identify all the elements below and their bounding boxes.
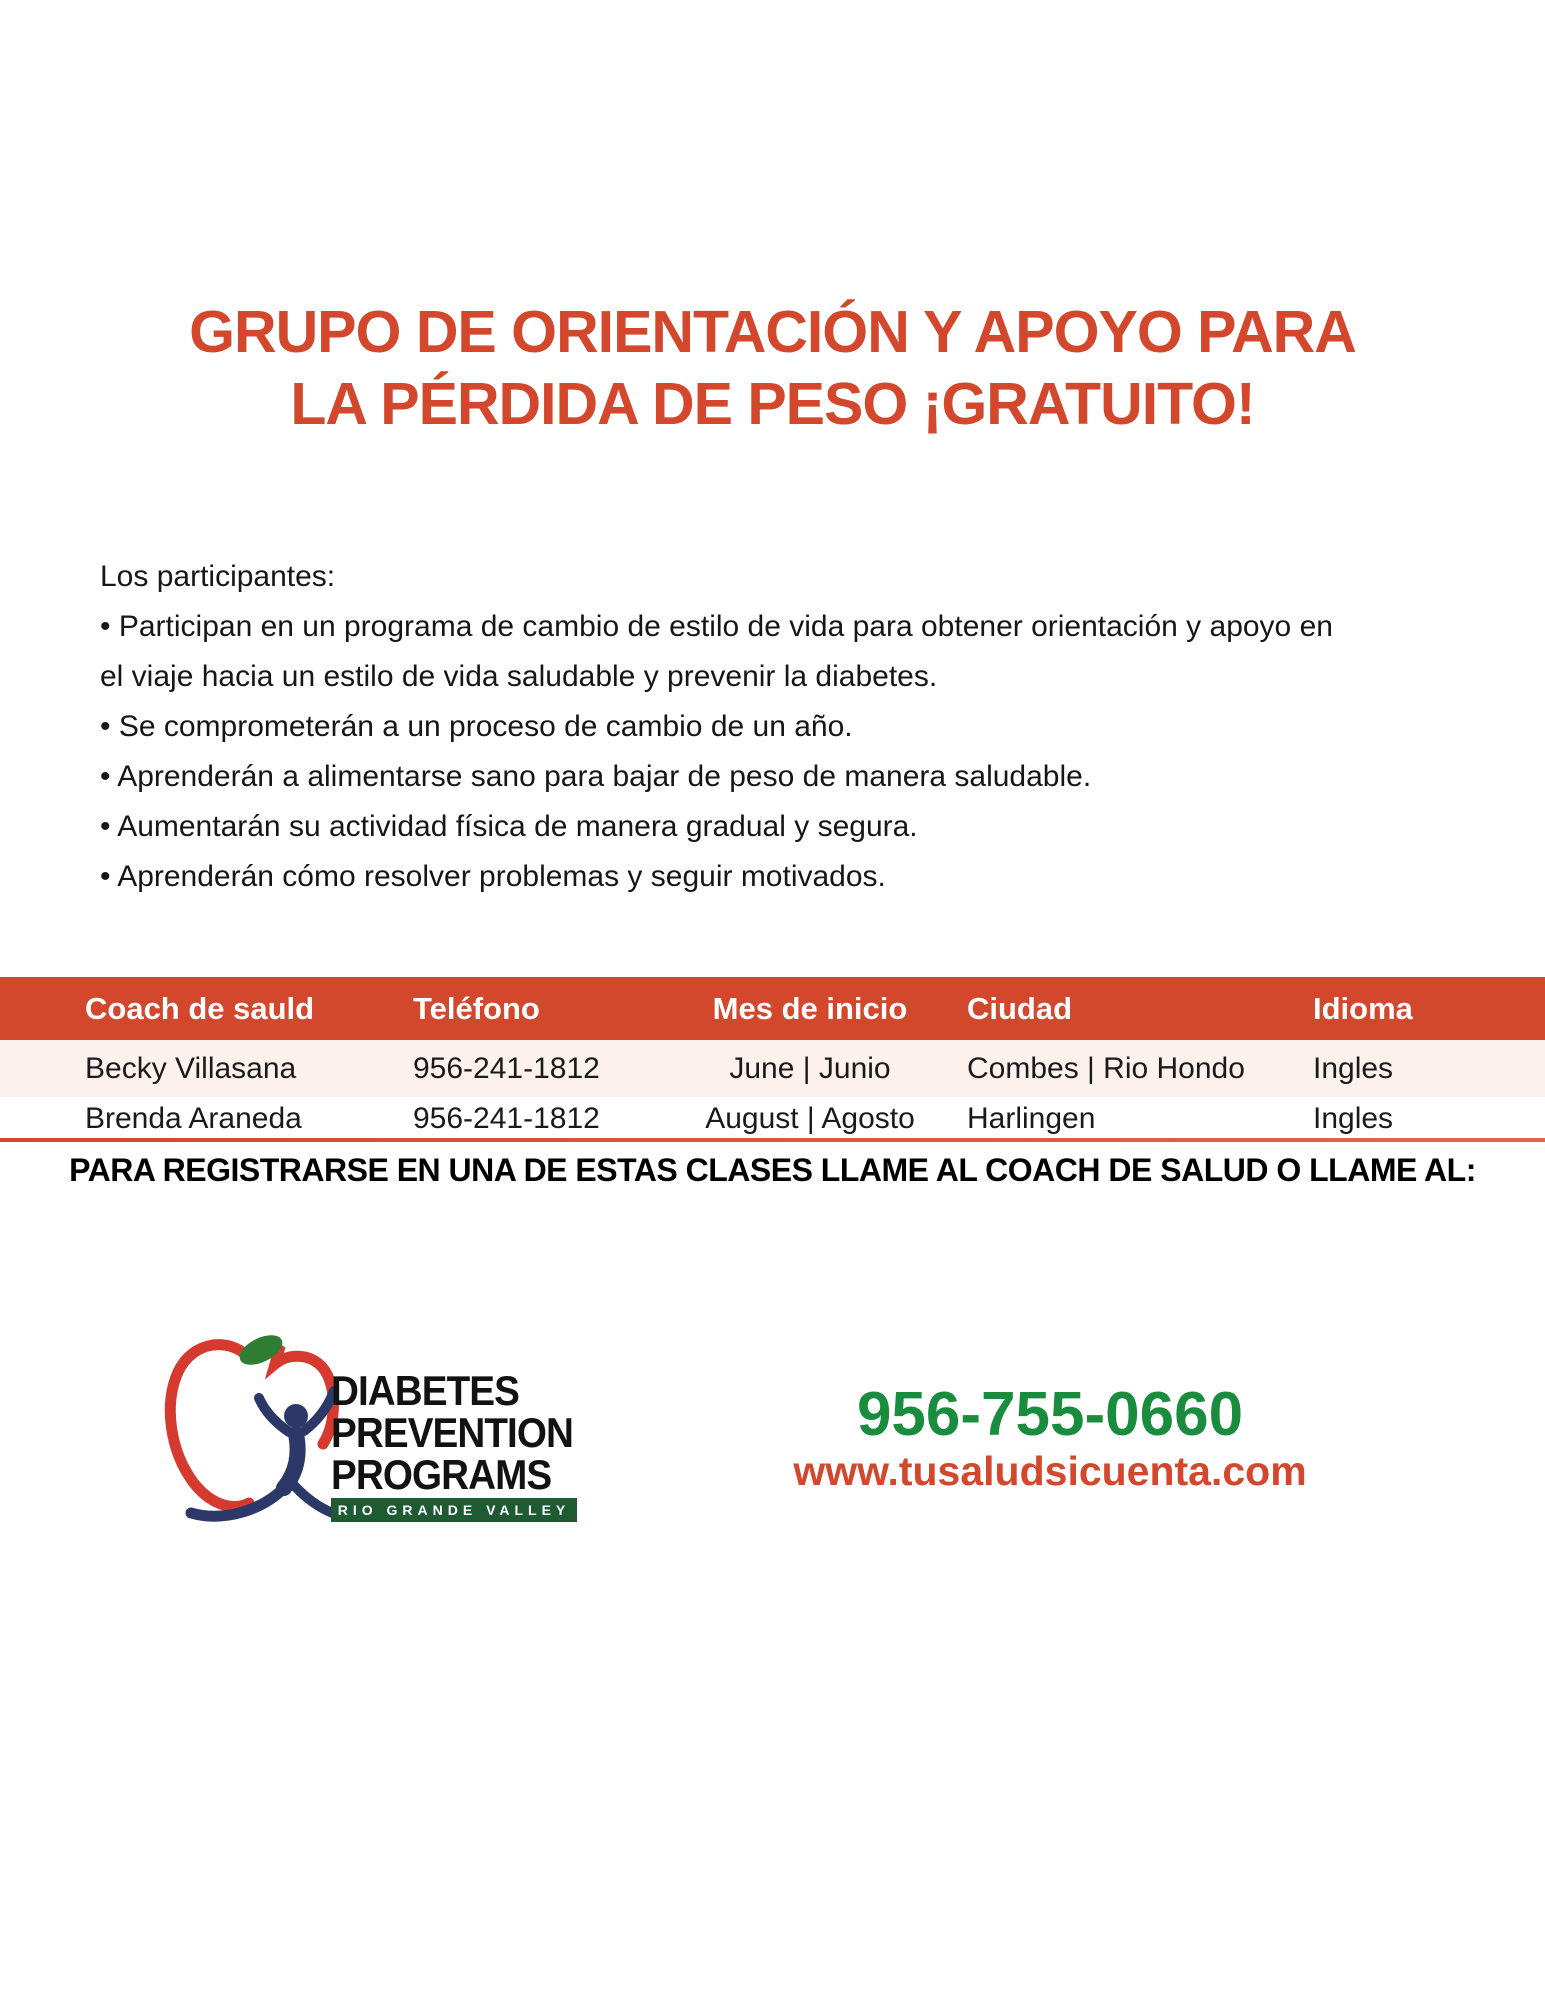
city-cell: Harlingen <box>967 1101 1096 1135</box>
website-link[interactable]: www.tusaludsicuenta.com <box>793 1448 1307 1494</box>
table-row <box>0 1040 1545 1097</box>
logo-wordmark <box>331 1367 574 1498</box>
participants-section <box>100 552 1340 902</box>
logo-word-prevention: PREVENTION <box>331 1409 574 1456</box>
bullet-item: • Se comprometerán a un proceso de cambio de un año. <box>100 702 1340 752</box>
apple-figure-icon <box>163 1330 348 1530</box>
page-title-line2: LA PÉRDIDA DE PESO ¡GRATUITO! <box>290 371 1255 437</box>
column-header-language: Idioma <box>1313 990 1413 1026</box>
participants-bullet-list <box>100 602 1340 902</box>
bullet-item: • Participan en un programa de cambio de estilo de vida para obtener orientación y apoyo en el viaje hacia un estilo de vida saludable y prevenir la diabetes. <box>100 602 1340 702</box>
coach-name-cell: Becky Villasana <box>85 1051 297 1085</box>
page-title-line1: GRUPO DE ORIENTACIÓN Y APOYO PARA <box>189 299 1356 365</box>
contact-phone-number: 956-755-0660 <box>856 1380 1244 1449</box>
table-row <box>0 1097 1545 1140</box>
start-month-cell: August | Agosto <box>705 1101 915 1135</box>
bullet-item: • Aprenderán cómo resolver problemas y seguir motivados. <box>100 852 1340 902</box>
participants-heading: Los participantes: <box>100 560 336 593</box>
diabetes-prevention-programs-logo <box>163 1330 593 1530</box>
column-header-phone: Teléfono <box>413 990 540 1026</box>
column-header-coach: Coach de sauld <box>85 990 315 1026</box>
phone-cell: 956-241-1812 <box>413 1051 600 1085</box>
start-month-cell: June | Junio <box>729 1051 891 1085</box>
table-header-row <box>0 977 1545 1040</box>
city-cell: Combes | Rio Hondo <box>967 1051 1245 1085</box>
registration-instruction: PARA REGISTRARSE EN UNA DE ESTAS CLASES LLAME AL COACH DE SALUD O LLAME AL: <box>69 1152 1476 1188</box>
bullet-item: • Aumentarán su actividad física de manera gradual y segura. <box>100 802 1340 852</box>
phone-cell: 956-241-1812 <box>413 1101 600 1135</box>
logo-word-programs: PROGRAMS <box>331 1451 552 1498</box>
page-title <box>0 296 1545 440</box>
language-cell: Ingles <box>1313 1101 1394 1135</box>
table-bottom-divider <box>0 1138 1545 1142</box>
contact-block <box>700 1382 1400 1494</box>
column-header-start-month: Mes de inicio <box>712 990 908 1026</box>
logo-region-banner: RIO GRANDE VALLEY <box>331 1498 577 1522</box>
classes-table <box>0 977 1545 1140</box>
bullet-item: • Aprenderán a alimentarse sano para bajar de peso de manera saludable. <box>100 752 1340 802</box>
logo-word-diabetes: DIABETES <box>331 1367 520 1414</box>
language-cell: Ingles <box>1313 1051 1394 1085</box>
column-header-city: Ciudad <box>967 990 1073 1026</box>
coach-name-cell: Brenda Araneda <box>85 1101 302 1135</box>
